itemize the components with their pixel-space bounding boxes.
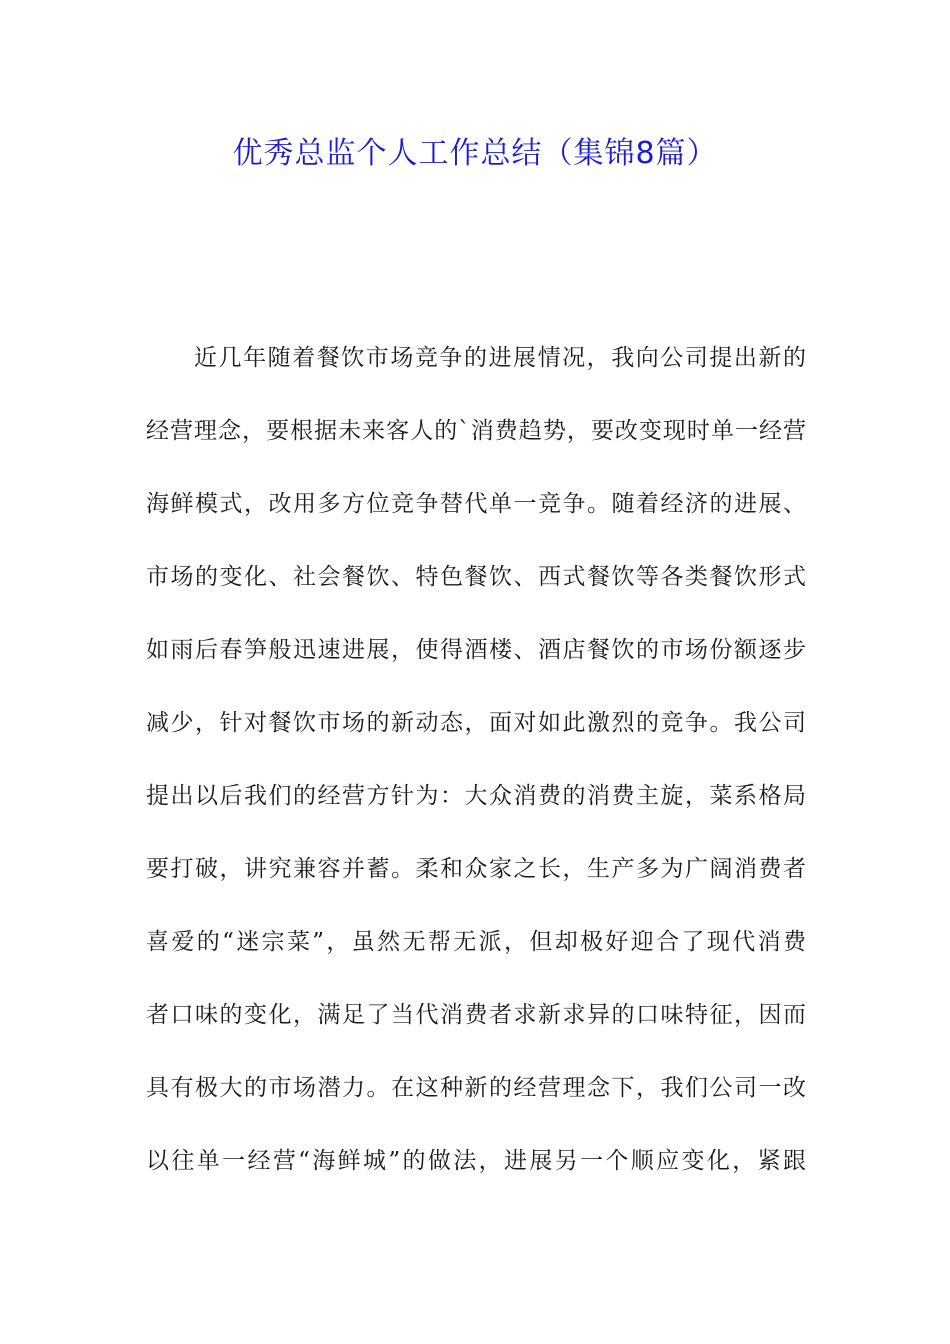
page-title: 优秀总监个人工作总结（集锦8篇）	[232, 136, 718, 171]
paragraph-line: 提出以后我们的经营方针为：大众消费的消费主旋，菜系格局	[146, 783, 806, 809]
body-paragraph	[146, 336, 806, 1212]
paragraph-line: 市场的变化、社会餐饮、特色餐饮、西式餐饮等各类餐饮形式	[146, 564, 806, 590]
paragraph-line: 以往单一经营“海鲜城”的做法，进展另一个顺应变化，紧跟	[146, 1148, 806, 1174]
paragraph-line: 具有极大的市场潜力。在这种新的经营理念下，我们公司一改	[146, 1075, 806, 1101]
paragraph-line: 喜爱的“迷宗菜”，虽然无帮无派，但却极好迎合了现代消费	[146, 929, 806, 955]
paragraph-line: 减少，针对餐饮市场的新动态，面对如此激烈的竞争。我公司	[146, 710, 806, 736]
paragraph-line: 海鲜模式，改用多方位竞争替代单一竞争。随着经济的进展、	[146, 491, 806, 517]
paragraph-line: 要打破，讲究兼容并蓄。柔和众家之长，生产多为广阔消费者	[146, 856, 806, 882]
paragraph-line: 如雨后春笋般迅速进展，使得酒楼、酒店餐饮的市场份额逐步	[146, 637, 806, 663]
paragraph-line: 近几年随着餐饮市场竞争的进展情况，我向公司提出新的	[194, 345, 806, 371]
paragraph-line: 者口味的变化，满足了当代消费者求新求异的口味特征，因而	[146, 1002, 806, 1028]
paragraph-line: 经营理念，要根据未来客人的`消费趋势，要改变现时单一经营	[146, 418, 806, 444]
